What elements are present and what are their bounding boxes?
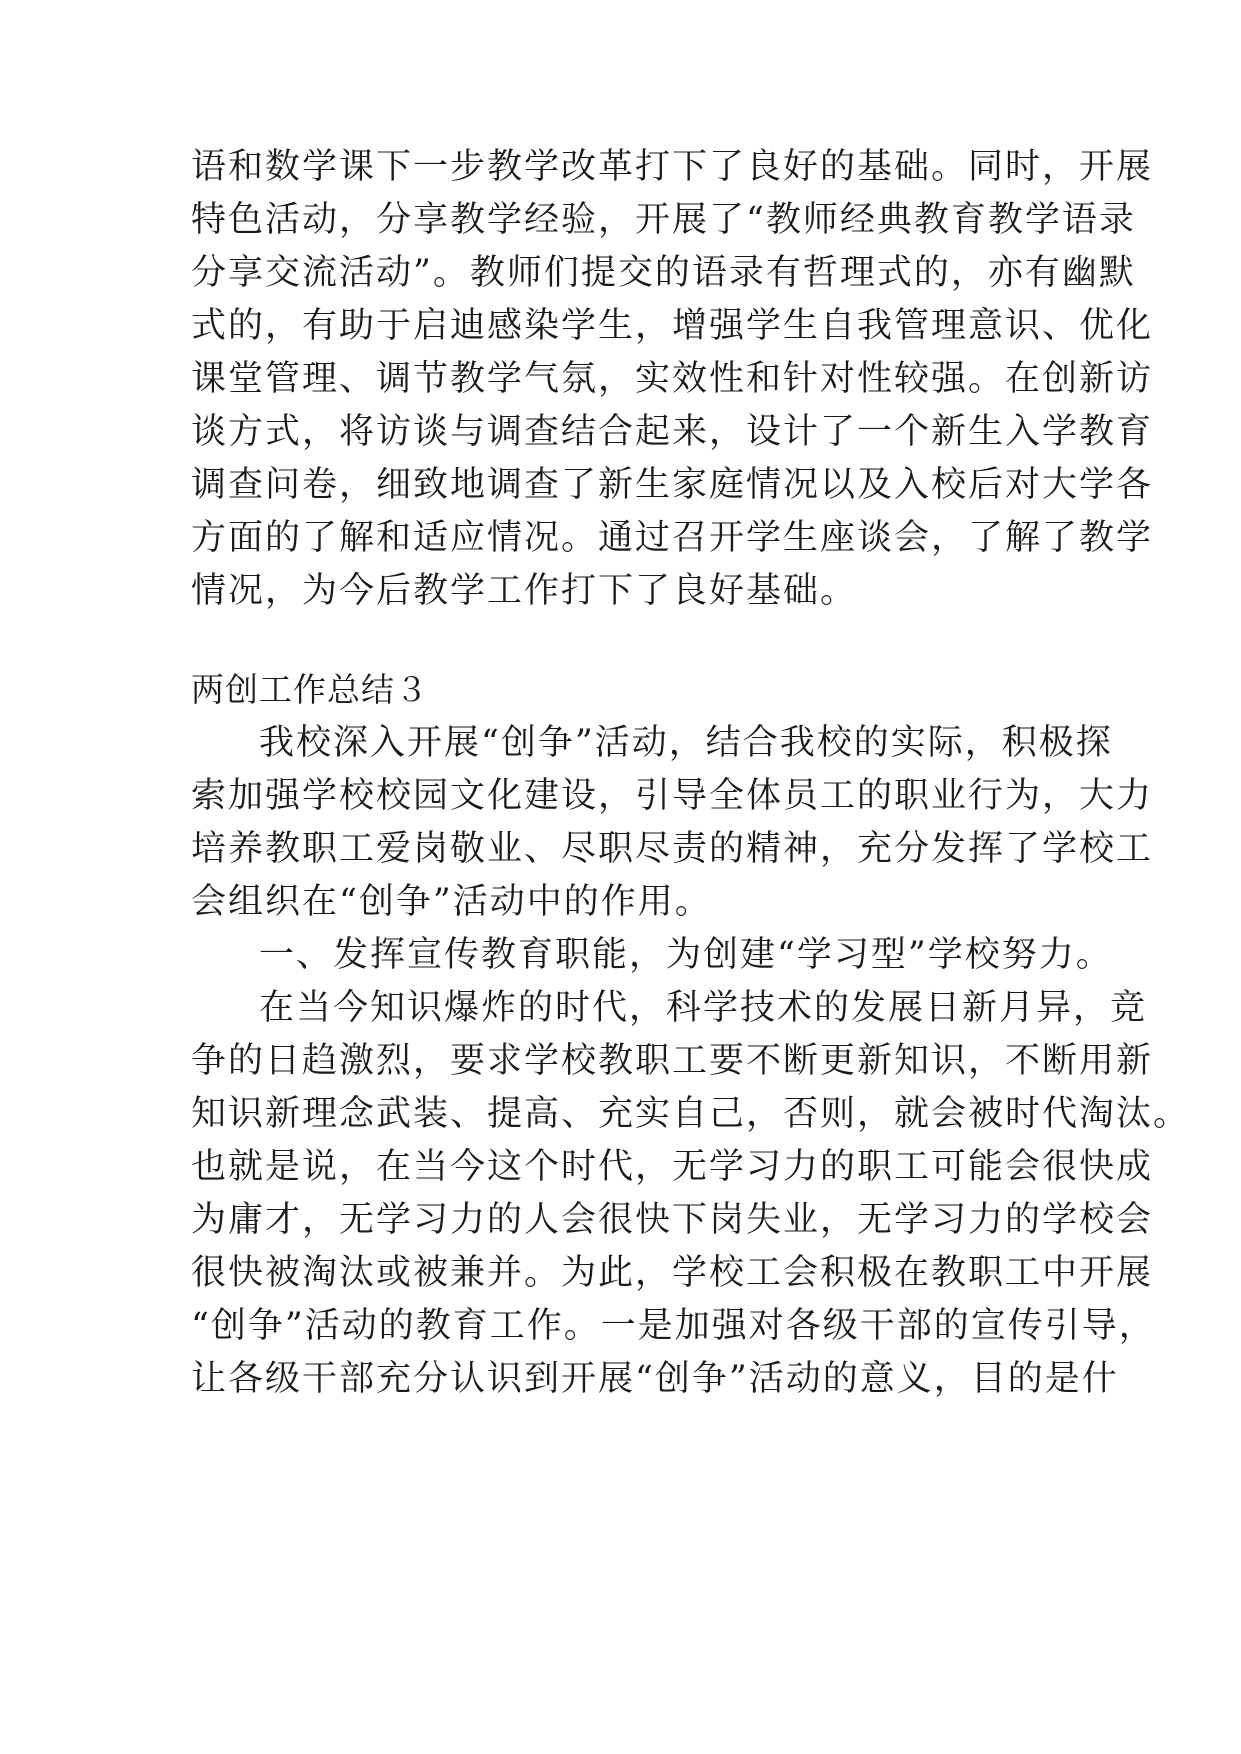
- subheading: 一、发挥宣传教育职能，为创建“学习型”学校努力。: [259, 935, 1113, 975]
- text-line: 索加强学校校园文化建设，引导全体员工的职业行为，大力: [191, 776, 1154, 816]
- text-line: 式的，有助于启迪感染学生，增强学生自我管理意识、优化: [191, 306, 1154, 346]
- section-title: 两创工作总结３: [191, 670, 429, 709]
- text-line: 方面的了解和适应情况。通过召开学生座谈会，了解了教学: [191, 518, 1154, 558]
- text-line: 也就是说，在当今这个时代，无学习力的职工可能会很快成: [191, 1147, 1154, 1187]
- text-line: “创争”活动的教育工作。一是加强对各级干部的宣传引导，: [191, 1306, 1156, 1346]
- text-line: 分享交流活动”。教师们提交的语录有哲理式的，亦有幽默: [191, 253, 1136, 293]
- text-line: 情况，为今后教学工作打下了良好基础。: [191, 571, 858, 611]
- text-line: 课堂管理、调节教学气氛，实效性和针对性较强。在创新访: [191, 359, 1154, 399]
- text-line: 培养教职工爱岗敬业、尽职尽责的精神，充分发挥了学校工: [191, 829, 1154, 869]
- text-line: 争的日趋激烈，要求学校教职工要不断更新知识，不断用新: [191, 1041, 1154, 1081]
- text-line: 让各级干部充分认识到开展“创争”活动的意义，目的是什: [191, 1359, 1119, 1399]
- text-line: 会组织在“创争”活动中的作用。: [191, 882, 712, 922]
- text-line: 谈方式，将访谈与调查结合起来，设计了一个新生入学教育: [191, 412, 1154, 452]
- text-line: 知识新理念武装、提高、充实自己，否则，就会被时代淘汰。: [191, 1094, 1191, 1134]
- text-line: 在当今知识爆炸的时代，科学技术的发展日新月异，竞: [259, 988, 1148, 1028]
- text-line: 语和数学课下一步教学改革打下了良好的基础。同时，开展: [191, 147, 1154, 187]
- text-line: 特色活动，分享教学经验，开展了“教师经典教育教学语录: [191, 200, 1136, 240]
- text-line: 我校深入开展“创争”活动，结合我校的实际，积极探: [259, 723, 1113, 763]
- text-line: 调查问卷，细致地调查了新生家庭情况以及入校后对大学各: [191, 465, 1154, 505]
- text-line: 为庸才，无学习力的人会很快下岗失业，无学习力的学校会: [191, 1200, 1154, 1240]
- text-line: 很快被淘汰或被兼并。为此，学校工会积极在教职工中开展: [191, 1253, 1154, 1293]
